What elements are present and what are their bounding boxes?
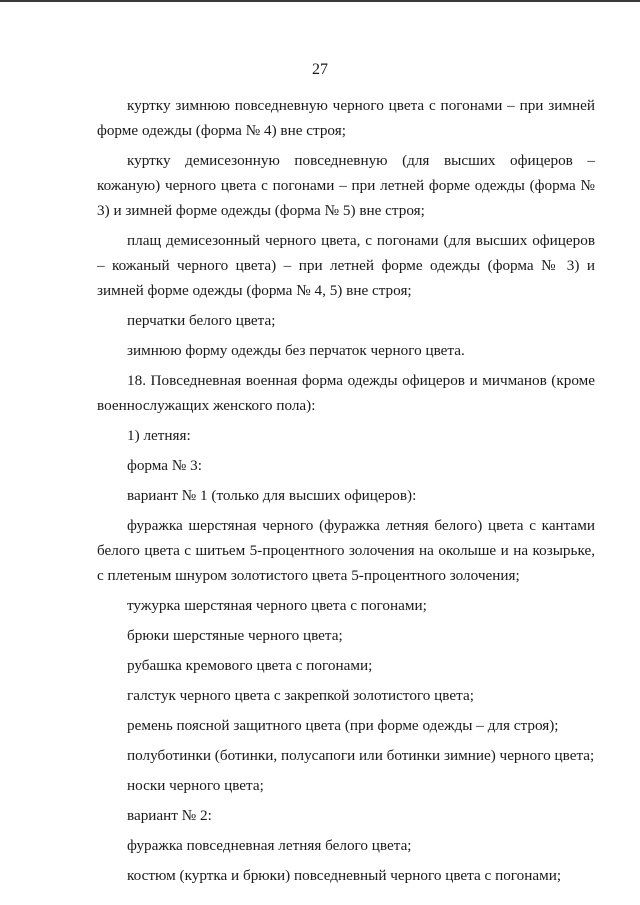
paragraph-shirt: рубашка кремового цвета с погонами; xyxy=(127,657,373,674)
paragraph-tunic: тужурка шерстяная черного цвета с погонами; xyxy=(127,597,427,614)
paragraph-summer: 1) летняя: xyxy=(127,427,191,444)
page-top-border xyxy=(0,0,640,2)
paragraph-demi-season-jacket: куртку демисезонную повседневную (для высших офицеров – кожаную) черного цвета с погонами – при летней форме одежды (форма № 3) и зимней форме одежды (форма № 5) вне строя; xyxy=(97,152,595,219)
paragraph-belt: ремень поясной защитного цвета (при форме одежды – для строя); xyxy=(127,717,559,734)
paragraph-white-gloves: перчатки белого цвета; xyxy=(127,312,276,329)
paragraph-winter-no-gloves: зимнюю форму одежды без перчаток черного цвета. xyxy=(127,342,465,359)
paragraph-suit: костюм (куртка и брюки) повседневный черного цвета с погонами; xyxy=(127,867,562,884)
paragraph-socks: носки черного цвета; xyxy=(127,777,264,794)
paragraph-tie: галстук черного цвета с закрепкой золотистого цвета; xyxy=(127,687,474,704)
page-number: 27 xyxy=(312,61,328,78)
paragraph-wool-cap: фуражка шерстяная черного (фуражка летняя белого) цвета с кантами белого цвета с шитьем 5-процентного золочения на околыше и на козырьке, с плетеным шнуром золотистого цвета 5-процентного золочения; xyxy=(97,517,595,584)
paragraph-trousers: брюки шерстяные черного цвета; xyxy=(127,627,343,644)
document-body xyxy=(97,93,595,893)
paragraph-form-3: форма № 3: xyxy=(127,457,202,474)
paragraph-shoes: полуботинки (ботинки, полусапоги или ботинки зимние) черного цвета; xyxy=(127,747,595,764)
paragraph-winter-jacket: куртку зимнюю повседневную черного цвета с погонами – при зимней форме одежды (форма № 4) вне строя; xyxy=(97,97,595,139)
paragraph-variant-2: вариант № 2: xyxy=(127,807,212,824)
paragraph-section-18: 18. Повседневная военная форма одежды офицеров и мичманов (кроме военнослужащих женского пола): xyxy=(97,372,595,414)
paragraph-raincoat: плащ демисезонный черного цвета, с погонами (для высших офицеров – кожаный черного цвета) – при летней форме одежды (форма № 3) и зимней форме одежды (форма № 4, 5) вне строя; xyxy=(97,232,595,299)
paragraph-variant-1: вариант № 1 (только для высших офицеров): xyxy=(127,487,417,504)
paragraph-summer-cap: фуражка повседневная летняя белого цвета; xyxy=(127,837,412,854)
